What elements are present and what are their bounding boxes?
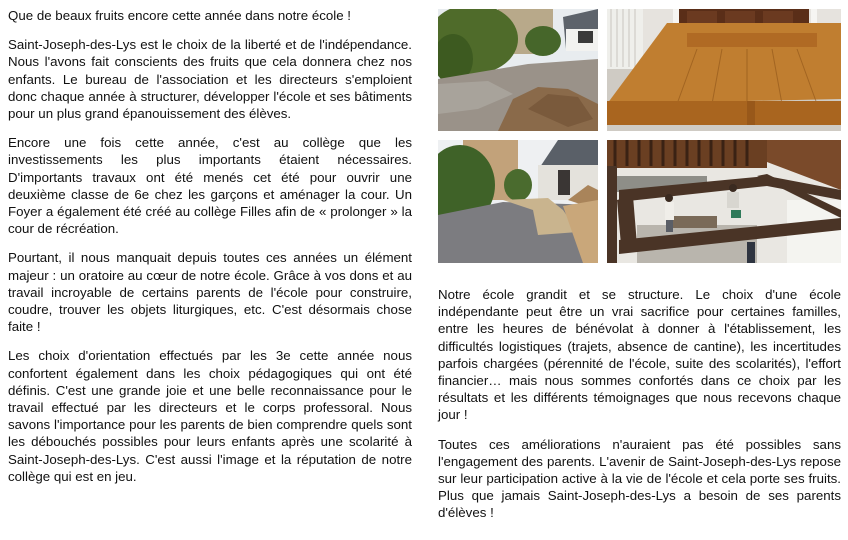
photo-foyer-construction <box>607 140 841 263</box>
article-headline: Que de beaux fruits encore cette année dans notre école ! <box>8 8 351 23</box>
photo-paved-courtyard <box>438 140 598 263</box>
paragraph-growth: Notre école grandit et se structure. Le choix d'une école indépendante peut être un vrai sacrifice pour certaines familles, entre les heures de bénévolat à donner à l'établissement, les difficultés logistiques (trajets, absence de cantine), les incertitudes parfois chargées (pérennité de l'école, suite des scolarités), l'effort financier… mais nous sommes confortés dans ce choix par les résultats et les différents témoignages que nous recevons chaque jour ! <box>438 287 841 423</box>
article-right-column <box>438 286 841 534</box>
article-left-column <box>8 7 412 497</box>
photo-courtyard-works <box>438 9 598 131</box>
paragraph-oratory: Pourtant, il nous manquait depuis toutes ces années un élément majeur : un oratoire au cœur de notre école. Grâce à vos dons et au travail incroyable de certains parents de l'école pour construire, coudre, trouver les objets liturgiques, etc. C'est désormais chose faite ! <box>8 250 412 335</box>
photo-grid <box>438 9 841 263</box>
paragraph-orientation: Les choix d'orientation effectués par les 3e cette année nous confortent également dans les choix pédagogiques qui ont été définis. C'est une grande joie et une belle reconnaissance pour le travail effectué par les directeurs et le corps professoral. Nous savons l'importance pour les parents de bien comprendre quels sont les débouchés possibles pour leurs enfants après une scolarité à Saint-Joseph-des-Lys. C'est aussi l'image et la réputation de notre collège qui est en jeu. <box>8 348 412 484</box>
paragraph-liberty: Saint-Joseph-des-Lys est le choix de la liberté et de l'indépendance. Nous l'avons fait conscients des fruits que cela donnera chez nos enfants. Le bureau de l'association et les directeurs s'emploient donc chaque année à structurer, développer l'école et ses bâtiments pour un plus grand épanouissement des élèves. <box>8 37 412 122</box>
photo-oratory-platform <box>607 9 841 131</box>
paragraph-parents-engagement: Toutes ces améliorations n'auraient pas été possibles sans l'engagement des parents. L'avenir de Saint-Joseph-des-Lys repose sur leur participation active à la vie de l'école et cela porte ses fruits. Plus que jamais Saint-Joseph-des-Lys a besoin de ses parents d'élèves ! <box>438 436 841 521</box>
paragraph-investments: Encore une fois cette année, c'est au collège que les investissements les plus importants étaient nécessaires. D'importants travaux ont été menés cet été pour ouvrir une deuxième classe de 6e chez les garçons et aménager la cour. Un Foyer a également été créé au collège Filles afin de « prolonger » la cour de récréation. <box>8 135 412 237</box>
